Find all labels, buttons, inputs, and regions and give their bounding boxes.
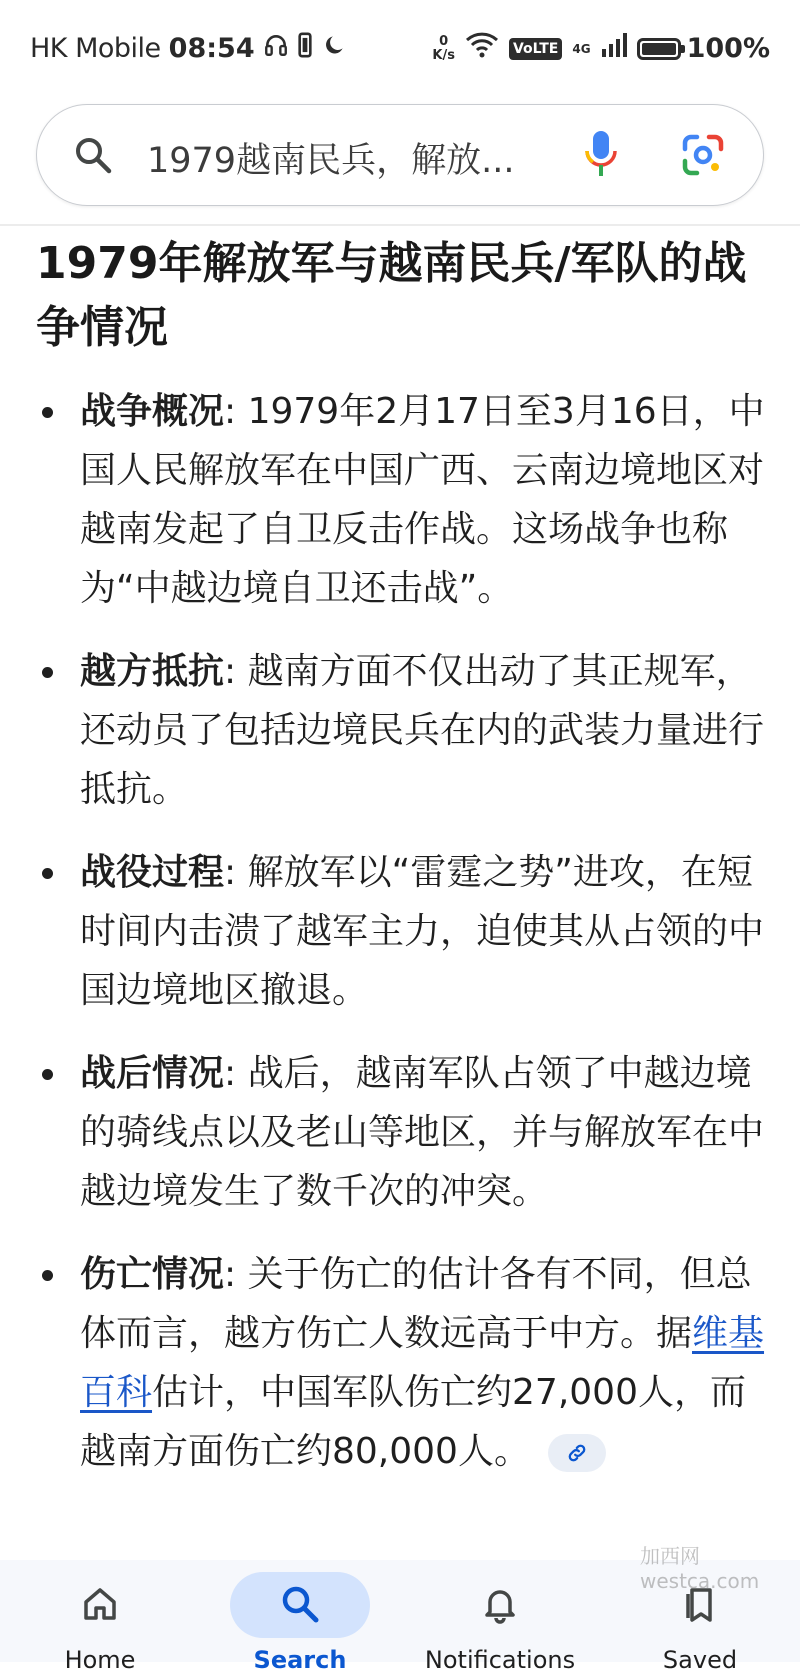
- bullet-label: 越方抵抗: [80, 651, 225, 692]
- mic-icon[interactable]: [583, 129, 619, 183]
- bullet-text: : 关于伤亡的估计各有不同，但总体而言，越方伤亡人数远高于中方。据: [80, 1254, 752, 1354]
- carrier-name: HK Mobile: [30, 33, 161, 64]
- clock: 08:54: [168, 33, 255, 64]
- bullet-label: 伤亡情况: [80, 1254, 225, 1295]
- status-left: [30, 32, 347, 65]
- bullet-label: 战后情况: [80, 1053, 225, 1094]
- battery-percent: 100%: [686, 33, 770, 64]
- bullet-label: 战争概况: [80, 391, 225, 432]
- bullet-text: : 战后，越南军队占领了中越边境的骑线点以及老山等地区，并与解放军在中越边境发生了数千次的冲突。: [80, 1053, 765, 1212]
- nav-label: Search: [253, 1646, 347, 1674]
- bullet-aftermath: [36, 1044, 766, 1221]
- headphones-icon: [263, 32, 289, 65]
- search-icon[interactable]: [73, 135, 113, 179]
- nav-home[interactable]: [30, 1560, 170, 1674]
- home-icon: [80, 1584, 120, 1628]
- network-type: 4G: [572, 41, 591, 56]
- net-speed-unit: K/s: [432, 47, 455, 63]
- bullet-text: 估计，中国军队伤亡约27,000人，而越南方面伤亡约80,000人。: [80, 1372, 746, 1472]
- bullet-overview: [36, 382, 766, 618]
- status-right: [432, 32, 770, 65]
- wikipedia-link[interactable]: 维基百科: [80, 1313, 765, 1413]
- battery-icon: [637, 38, 681, 60]
- bullet-resistance: [36, 642, 766, 819]
- bell-icon: [480, 1584, 520, 1628]
- answer-title: 1979年解放军与越南民兵/军队的战争情况: [36, 238, 747, 353]
- search-query[interactable]: 1979越南民兵，解放...: [147, 141, 515, 181]
- lens-icon[interactable]: [681, 133, 725, 181]
- net-speed: [432, 35, 455, 63]
- header-divider: [0, 224, 800, 226]
- net-speed-value: 0: [439, 33, 449, 49]
- nav-label: Saved: [662, 1646, 738, 1674]
- search-bar[interactable]: [36, 104, 764, 206]
- nav-label: Home: [64, 1646, 136, 1674]
- bullet-text: : 越南方面不仅出动了其正规军，还动员了包括边境民兵在内的武装力量进行抵抗。: [80, 651, 765, 810]
- wifi-icon: [465, 32, 499, 65]
- answer-bullets: [36, 382, 766, 1481]
- status-bar: [0, 0, 800, 100]
- citation-link-chip[interactable]: [548, 1434, 606, 1472]
- volte-badge: VoLTE: [509, 38, 562, 60]
- bullet-text: : 1979年2月17日至3月16日，中国人民解放军在中国广西、云南边境地区对越南发起了自卫反击作战。这场战争也称为“中越边境自卫还击战”。: [80, 391, 765, 609]
- nav-search[interactable]: [220, 1560, 380, 1674]
- search-icon: [280, 1584, 320, 1628]
- moon-icon: [321, 32, 347, 65]
- bullet-text: : 解放军以“雷霆之势”进攻，在短时间内击溃了越军主力，迫使其从占领的中国边境地区撤退。: [80, 852, 765, 1011]
- bullet-casualties: [36, 1245, 766, 1481]
- signal-icon: [601, 33, 627, 64]
- bullet-campaign: [36, 843, 766, 1020]
- bullet-label: 战役过程: [80, 852, 225, 893]
- link-icon: [566, 1442, 588, 1464]
- battery: [637, 33, 770, 64]
- answer-content: [36, 232, 766, 1505]
- nav-notifications[interactable]: [420, 1560, 580, 1674]
- vibrate-icon: [297, 32, 313, 65]
- watermark: 加西网 westca.com: [640, 1544, 760, 1593]
- nav-label: Notifications: [424, 1646, 576, 1674]
